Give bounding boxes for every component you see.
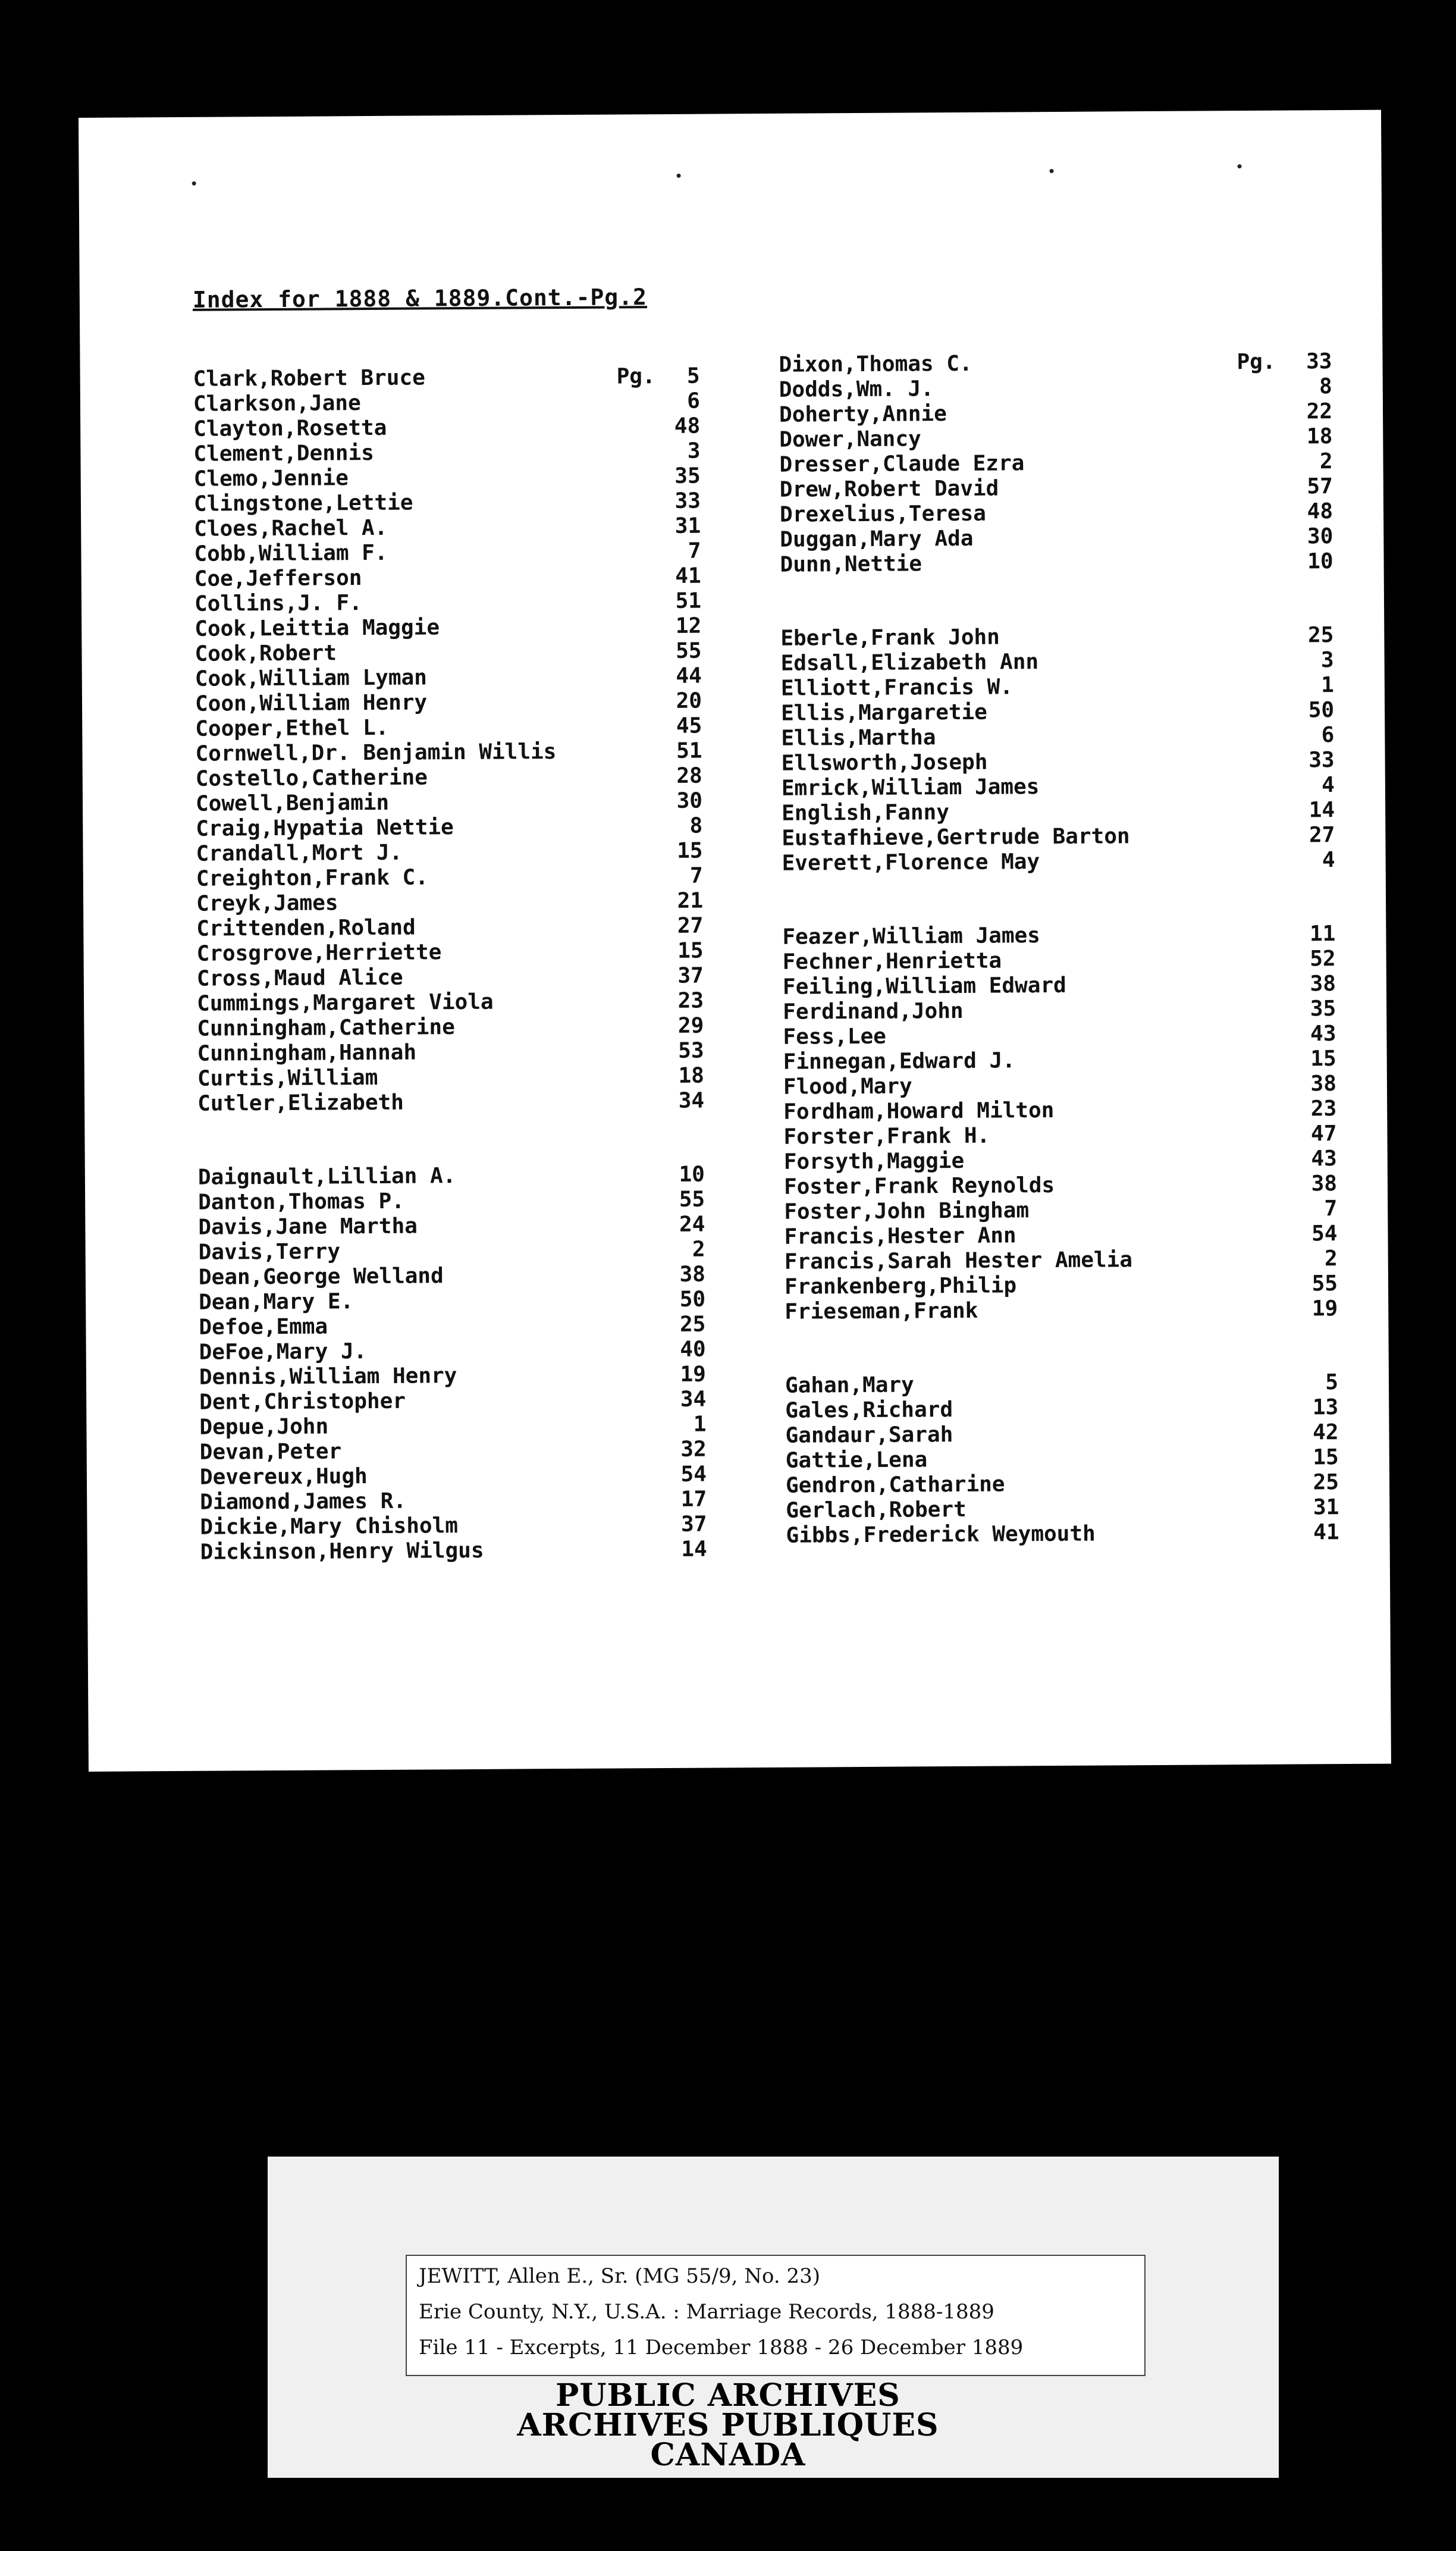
entry-page-number: 54 xyxy=(1311,1221,1338,1246)
entry-page-number: 11 xyxy=(1309,922,1336,947)
entry-name: Curtis,William xyxy=(197,1065,378,1091)
archive-stamp-line-1: PUBLIC ARCHIVES xyxy=(556,2377,900,2414)
entry-name: Cowell,Benjamin xyxy=(195,790,390,816)
speck-mark xyxy=(192,181,196,186)
entry-name: Frankenberg,Philip xyxy=(784,1273,1017,1299)
index-entry xyxy=(199,1237,793,1265)
label-line-collection: JEWITT, Allen E., Sr. (MG 55/9, No. 23) xyxy=(419,2264,821,2288)
entry-page-number: 25 xyxy=(1307,623,1334,648)
entry-page-number: 45 xyxy=(676,713,702,738)
page-prefix: Pg. xyxy=(1237,349,1276,375)
entry-name: Daignault,Lillian A. xyxy=(197,1164,456,1190)
entry-page-number: 6 xyxy=(687,388,701,413)
entry-name: Clayton,Rosetta xyxy=(193,415,387,441)
index-entry xyxy=(196,763,790,792)
entry-name: Ferdinand,John xyxy=(783,998,964,1024)
archive-catalog-label xyxy=(406,2255,1146,2376)
entry-page-number: 12 xyxy=(675,613,702,638)
right-index-column xyxy=(779,349,1380,1549)
index-entry xyxy=(200,1437,795,1465)
entry-name: Gendron,Catharine xyxy=(785,1472,1005,1498)
entry-page-number: 2 xyxy=(1319,449,1333,474)
page-title: Index for 1888 & 1889.Cont.-Pg.2 xyxy=(192,284,648,313)
index-entry xyxy=(193,438,788,467)
index-entry xyxy=(200,1537,795,1565)
index-entry xyxy=(786,1520,1380,1549)
entry-page-number: 41 xyxy=(1313,1520,1339,1545)
index-entry xyxy=(195,738,790,767)
entry-name: Cobb,William F. xyxy=(194,540,388,566)
entry-page-number: 2 xyxy=(1324,1246,1338,1271)
entry-name: Cunningham,Hannah xyxy=(197,1040,417,1066)
index-entry xyxy=(197,1088,792,1117)
entry-name: Eberle,Frank John xyxy=(780,625,1000,651)
entry-page-number: 31 xyxy=(674,513,701,538)
index-entry xyxy=(197,1013,792,1042)
entry-name: Dean,George Welland xyxy=(198,1264,444,1290)
entry-page-number: 1 xyxy=(1321,673,1334,698)
index-entry xyxy=(782,748,1376,776)
entry-page-number: 28 xyxy=(676,763,702,788)
entry-page-number: 34 xyxy=(678,1088,705,1113)
label-line-file: File 11 - Excerpts, 11 December 1888 - 26 December 1889 xyxy=(419,2336,1024,2359)
entry-page-number: 27 xyxy=(677,913,704,938)
entry-page-number: 52 xyxy=(1310,947,1336,971)
index-entry xyxy=(783,1121,1378,1150)
entry-page-number: 30 xyxy=(1307,524,1333,549)
entry-page-number: 6 xyxy=(1321,723,1335,748)
entry-page-number: 57 xyxy=(1307,474,1333,499)
entry-page-number: 14 xyxy=(1308,798,1335,823)
index-entry xyxy=(199,1387,794,1415)
entry-page-number: 37 xyxy=(677,963,704,988)
entry-name: Cornwell,Dr. Benjamin Willis xyxy=(195,739,557,766)
entry-name: Dunn,Nettie xyxy=(780,551,922,577)
section-gap xyxy=(782,873,1377,925)
entry-page-number: 35 xyxy=(674,463,701,488)
index-entry xyxy=(779,424,1374,453)
entry-name: Cloes,Rachel A. xyxy=(194,515,388,541)
index-entry xyxy=(199,1412,794,1440)
index-entry xyxy=(200,1462,795,1490)
entry-page-number: 20 xyxy=(676,688,702,713)
index-entry xyxy=(200,1487,795,1515)
entry-page-number: 55 xyxy=(1311,1271,1338,1296)
entry-page-number: 1 xyxy=(693,1412,707,1437)
entry-page-number: 22 xyxy=(1306,399,1333,424)
entry-name: Gales,Richard xyxy=(785,1397,953,1423)
archive-stamp-line-3: CANADA xyxy=(650,2437,806,2473)
entry-page-number: 38 xyxy=(1310,1071,1337,1096)
index-entry xyxy=(781,698,1376,726)
index-entry xyxy=(200,1512,795,1540)
index-entry xyxy=(197,1038,792,1067)
entry-name: Davis,Terry xyxy=(198,1239,341,1265)
index-entry xyxy=(194,613,789,642)
entry-page-number: 53 xyxy=(678,1038,704,1063)
index-entry xyxy=(786,1470,1380,1499)
entry-page-number: 55 xyxy=(679,1187,705,1212)
index-entry xyxy=(199,1312,793,1340)
index-entry xyxy=(783,996,1377,1025)
entry-page-number: 51 xyxy=(676,738,702,763)
index-entry xyxy=(193,388,788,417)
entry-page-number: 33 xyxy=(1308,748,1335,773)
entry-name: Cook,Robert xyxy=(194,641,337,666)
entry-name: Dickinson,Henry Wilgus xyxy=(200,1538,484,1565)
entry-page-number: 4 xyxy=(1322,773,1335,798)
index-entry xyxy=(198,1187,793,1215)
entry-name: Dennis,William Henry xyxy=(199,1364,457,1390)
entry-name: Gerlach,Robert xyxy=(786,1497,967,1523)
entry-page-number: 25 xyxy=(1313,1470,1339,1495)
index-entry xyxy=(783,1096,1378,1125)
entry-page-number: 7 xyxy=(1324,1196,1338,1221)
entry-page-number: 3 xyxy=(1320,648,1334,673)
entry-name: Defoe,Emma xyxy=(199,1314,328,1340)
entry-name: Danton,Thomas P. xyxy=(198,1189,405,1215)
entry-name: Clement,Dennis xyxy=(193,440,375,466)
entry-name: Feiling,William Edward xyxy=(782,973,1066,999)
index-entry xyxy=(785,1246,1379,1275)
index-entry xyxy=(784,1221,1379,1250)
entry-name: DeFoe,Mary J. xyxy=(199,1339,367,1365)
entry-name: Frieseman,Frank xyxy=(785,1298,978,1324)
entry-name: Gibbs,Frederick Weymouth xyxy=(786,1521,1096,1548)
entry-page-number: 35 xyxy=(1310,996,1336,1021)
entry-page-number: 8 xyxy=(689,813,703,838)
entry-page-number: 31 xyxy=(1313,1495,1339,1520)
entry-name: Crittenden,Roland xyxy=(196,915,416,941)
entry-name: Fechner,Henrietta xyxy=(782,948,1002,974)
index-entry xyxy=(199,1262,793,1290)
entry-page-number: 10 xyxy=(1307,549,1333,574)
entry-page-number: 51 xyxy=(675,588,702,613)
entry-page-number: 48 xyxy=(674,413,701,438)
entry-name: Eustafhieve,Gertrude Barton xyxy=(782,824,1130,851)
entry-page-number: 38 xyxy=(1310,971,1336,996)
entry-name: Cunningham,Catherine xyxy=(197,1015,455,1041)
entry-page-number: 18 xyxy=(1306,424,1333,449)
index-entry xyxy=(779,349,1373,378)
entry-page-number: 55 xyxy=(676,638,702,663)
entry-name: Duggan,Mary Ada xyxy=(780,526,974,552)
entry-name: Coon,William Henry xyxy=(194,690,428,716)
entry-name: Creighton,Frank C. xyxy=(196,865,429,891)
entry-page-number: 10 xyxy=(679,1162,705,1187)
entry-page-number: 29 xyxy=(677,1013,704,1038)
entry-page-number: 43 xyxy=(1310,1021,1336,1046)
entry-page-number: 15 xyxy=(677,838,703,863)
entry-page-number: 5 xyxy=(686,363,700,388)
index-entry xyxy=(196,863,791,892)
entry-name: Clark,Robert Bruce xyxy=(193,365,425,391)
entry-name: Crosgrove,Herriette xyxy=(196,940,442,966)
entry-name: Devereux,Hugh xyxy=(199,1464,368,1490)
index-entry xyxy=(194,638,789,667)
entry-name: Drew,Robert David xyxy=(779,476,999,502)
entry-name: Emrick,William James xyxy=(781,775,1040,801)
entry-page-number: 21 xyxy=(677,888,704,913)
entry-page-number: 15 xyxy=(677,938,704,963)
entry-page-number: 32 xyxy=(680,1437,707,1462)
label-line-records: Erie County, N.Y., U.S.A. : Marriage Records, 1888-1889 xyxy=(419,2300,994,2324)
entry-page-number: 17 xyxy=(680,1487,707,1512)
index-entry xyxy=(780,474,1375,503)
index-entry xyxy=(782,773,1376,801)
index-entry xyxy=(196,938,791,967)
entry-name: Ellsworth,Joseph xyxy=(781,750,988,776)
entry-page-number: 33 xyxy=(674,488,701,513)
entry-name: Everett,Florence May xyxy=(782,850,1040,876)
entry-page-number: 8 xyxy=(1319,374,1332,399)
entry-name: Fordham,Howard Milton xyxy=(783,1098,1055,1124)
entry-name: Ellis,Martha xyxy=(781,725,936,751)
entry-page-number: 19 xyxy=(680,1362,707,1387)
entry-name: Cutler,Elizabeth xyxy=(197,1090,404,1116)
index-entry xyxy=(194,538,789,567)
entry-name: Gattie,Lena xyxy=(785,1447,928,1473)
entry-name: Forster,Frank H. xyxy=(783,1123,990,1149)
entry-name: Cummings,Margaret Viola xyxy=(196,989,494,1016)
entry-name: Crandall,Mort J. xyxy=(196,840,403,866)
index-entry xyxy=(199,1337,794,1365)
index-entry xyxy=(195,713,790,742)
index-entry xyxy=(193,363,788,392)
index-entry xyxy=(783,971,1377,1000)
index-entry xyxy=(780,524,1375,553)
entry-name: Cook,Leittia Maggie xyxy=(194,615,440,641)
index-entry xyxy=(196,838,790,867)
entry-name: Clarkson,Jane xyxy=(193,391,361,416)
entry-page-number: 15 xyxy=(1313,1445,1339,1470)
entry-name: Dodds,Wm. J. xyxy=(779,377,934,402)
index-entry xyxy=(786,1495,1380,1524)
index-entry xyxy=(194,488,789,517)
entry-name: Gahan,Mary xyxy=(785,1372,914,1398)
entry-page-number: 38 xyxy=(679,1262,706,1287)
index-entry xyxy=(198,1162,793,1190)
entry-page-number: 19 xyxy=(1311,1296,1338,1321)
entry-page-number: 54 xyxy=(680,1462,707,1487)
entry-name: Dresser,Claude Ezra xyxy=(779,451,1025,477)
entry-name: English,Fanny xyxy=(782,800,950,826)
index-entry xyxy=(779,399,1374,428)
entry-page-number: 25 xyxy=(679,1312,706,1337)
index-entry xyxy=(785,1370,1380,1399)
entry-name: Cook,William Lyman xyxy=(194,665,428,691)
entry-name: Cross,Maud Alice xyxy=(196,965,403,991)
entry-name: Collins,J. F. xyxy=(194,591,362,616)
index-entry xyxy=(197,963,792,992)
index-entry xyxy=(196,788,790,817)
index-entry xyxy=(785,1296,1379,1325)
index-entry xyxy=(199,1287,793,1315)
index-entry xyxy=(784,1196,1379,1225)
entry-name: Dixon,Thomas C. xyxy=(779,351,972,377)
entry-page-number: 48 xyxy=(1307,499,1333,524)
entry-page-number: 2 xyxy=(692,1237,705,1262)
entry-page-number: 27 xyxy=(1308,823,1335,848)
entry-page-number: 47 xyxy=(1310,1121,1337,1146)
entry-page-number: 23 xyxy=(1310,1096,1337,1121)
entry-name: Clemo,Jennie xyxy=(193,466,349,491)
entry-name: Clingstone,Lettie xyxy=(193,490,413,516)
page-prefix: Pg. xyxy=(616,364,655,389)
index-entry xyxy=(783,1021,1377,1050)
entry-name: Francis,Hester Ann xyxy=(784,1223,1016,1249)
entry-name: Depue,John xyxy=(199,1414,329,1440)
section-gap xyxy=(785,1321,1379,1374)
index-entry xyxy=(194,463,789,492)
entry-name: Diamond,James R. xyxy=(200,1488,407,1515)
entry-name: Fess,Lee xyxy=(783,1024,886,1049)
entry-name: Coe,Jefferson xyxy=(194,566,362,591)
index-entry xyxy=(195,663,790,692)
index-entry xyxy=(780,549,1375,578)
speck-mark xyxy=(1238,164,1242,168)
entry-page-number: 24 xyxy=(679,1212,705,1237)
entry-page-number: 15 xyxy=(1310,1046,1336,1071)
index-entry xyxy=(785,1395,1380,1424)
entry-page-number: 42 xyxy=(1313,1420,1339,1445)
index-entry xyxy=(194,588,789,617)
index-entry xyxy=(199,1362,794,1390)
entry-name: Gandaur,Sarah xyxy=(785,1422,953,1448)
index-entry xyxy=(781,673,1376,701)
speck-mark xyxy=(1050,169,1054,173)
entry-name: Devan,Peter xyxy=(199,1439,342,1465)
index-entry xyxy=(196,813,790,842)
left-index-column xyxy=(193,363,795,1565)
speck-mark xyxy=(677,174,681,178)
entry-page-number: 13 xyxy=(1312,1395,1339,1420)
entry-page-number: 50 xyxy=(679,1287,706,1312)
index-entry xyxy=(786,1445,1380,1474)
entry-page-number: 5 xyxy=(1325,1370,1339,1395)
entry-page-number: 40 xyxy=(680,1337,706,1362)
index-entry xyxy=(198,1212,793,1240)
index-entry xyxy=(196,913,791,942)
entry-page-number: 43 xyxy=(1311,1146,1337,1171)
entry-page-number: 7 xyxy=(689,863,703,888)
index-entry xyxy=(782,823,1376,851)
archive-stamp-line-2: ARCHIVES PUBLIQUES xyxy=(517,2407,939,2443)
entry-name: Doherty,Annie xyxy=(779,402,947,427)
entry-page-number: 4 xyxy=(1322,848,1335,873)
entry-name: Finnegan,Edward J. xyxy=(783,1048,1015,1074)
entry-name: Elliott,Francis W. xyxy=(780,675,1013,701)
index-entry xyxy=(784,1146,1379,1175)
entry-page-number: 37 xyxy=(680,1512,707,1537)
entry-page-number: 18 xyxy=(678,1063,704,1088)
entry-page-number: 14 xyxy=(681,1537,707,1562)
index-entry xyxy=(784,1171,1379,1200)
entry-page-number: 3 xyxy=(687,438,701,463)
index-entry xyxy=(780,623,1375,651)
entry-page-number: 44 xyxy=(676,663,702,688)
entry-name: Drexelius,Teresa xyxy=(779,501,986,527)
entry-name: Costello,Catherine xyxy=(195,765,428,791)
entry-page-number: 38 xyxy=(1311,1171,1338,1196)
index-entry xyxy=(779,374,1374,403)
index-entry xyxy=(782,798,1376,826)
entry-name: Cooper,Ethel L. xyxy=(195,715,389,741)
index-entry xyxy=(780,499,1375,528)
index-entry xyxy=(785,1271,1379,1300)
entry-page-number: 34 xyxy=(680,1387,707,1412)
entry-page-number: 30 xyxy=(676,788,703,813)
index-entry xyxy=(195,688,790,717)
index-entry xyxy=(783,1071,1378,1100)
entry-name: Dower,Nancy xyxy=(779,427,921,452)
entry-name: Dickie,Mary Chisholm xyxy=(200,1513,459,1540)
index-entry xyxy=(197,1063,792,1092)
section-gap xyxy=(780,574,1375,626)
entry-name: Foster,John Bingham xyxy=(784,1198,1030,1224)
index-entry xyxy=(193,413,788,442)
index-entry xyxy=(194,513,789,542)
index-entry xyxy=(194,563,789,592)
entry-name: Francis,Sarah Hester Amelia xyxy=(784,1248,1133,1274)
index-entry xyxy=(785,1420,1380,1449)
entry-page-number: 23 xyxy=(677,988,704,1013)
entry-name: Dent,Christopher xyxy=(199,1389,406,1415)
index-entry xyxy=(783,1046,1378,1075)
entry-name: Edsall,Elizabeth Ann xyxy=(780,650,1039,676)
index-entry xyxy=(196,888,791,917)
entry-name: Dean,Mary E. xyxy=(199,1289,354,1315)
entry-page-number: 41 xyxy=(675,563,701,588)
entry-page-number: 33 xyxy=(1306,349,1332,374)
index-entry xyxy=(197,988,792,1017)
index-entry xyxy=(782,922,1377,950)
entry-name: Ellis,Margaretie xyxy=(781,700,988,726)
entry-name: Davis,Jane Martha xyxy=(198,1214,418,1240)
entry-name: Forsyth,Maggie xyxy=(783,1148,965,1174)
entry-page-number: 7 xyxy=(688,538,701,563)
entry-name: Feazer,William James xyxy=(782,923,1041,949)
index-page xyxy=(79,110,1391,1772)
entry-page-number: 50 xyxy=(1308,698,1335,723)
index-entry xyxy=(783,947,1377,975)
index-entry xyxy=(782,848,1377,876)
entry-name: Foster,Frank Reynolds xyxy=(783,1173,1055,1199)
entry-name: Flood,Mary xyxy=(783,1074,912,1099)
index-entry xyxy=(781,723,1376,751)
index-entry xyxy=(781,648,1376,676)
entry-name: Craig,Hypatia Nettie xyxy=(196,815,454,841)
section-gap xyxy=(197,1113,792,1165)
index-entry xyxy=(779,449,1374,478)
entry-name: Creyk,James xyxy=(196,891,338,916)
